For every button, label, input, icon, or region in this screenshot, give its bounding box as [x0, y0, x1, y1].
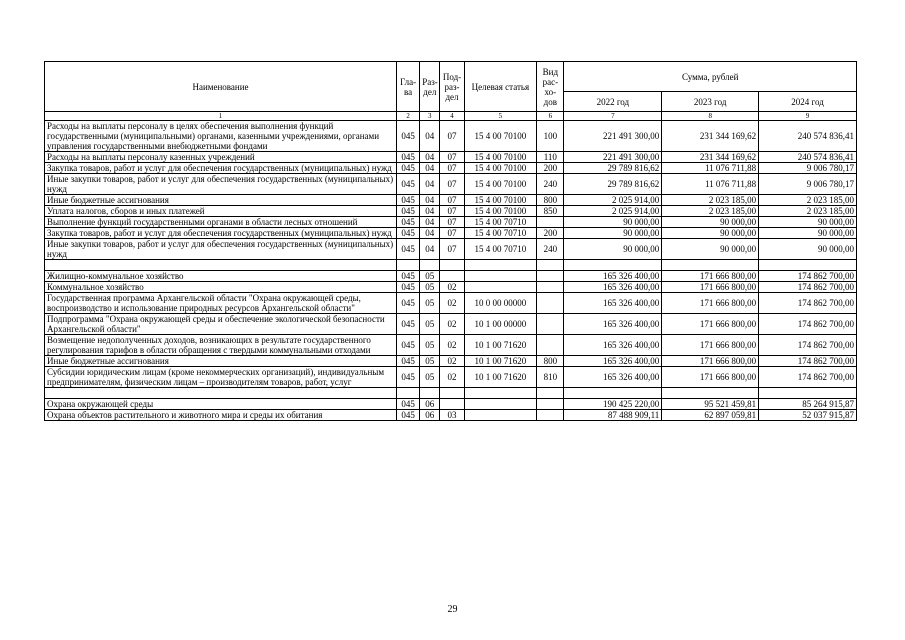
row-glava: 045 — [397, 367, 420, 388]
row-glava: 045 — [397, 282, 420, 293]
row-sum-2024: 85 264 915,87 — [759, 399, 857, 410]
row-razdel: 04 — [420, 174, 440, 195]
row-vid: 810 — [537, 367, 564, 388]
row-podrazdel: 02 — [440, 335, 464, 356]
row-sum-2023: 90 000,00 — [662, 239, 759, 260]
row-vid — [537, 335, 564, 356]
row-glava — [397, 388, 420, 399]
row-name: Субсидии юридическим лицам (кроме некоммерческих организаций), индивидуальным предпринимателям, физическим лицам – производителям товаров, работ, услуг — [45, 367, 397, 388]
row-sum-2022 — [564, 388, 662, 399]
row-glava: 045 — [397, 335, 420, 356]
table-row — [45, 282, 857, 293]
header-podrazdel: Под-раз-дел — [440, 62, 464, 112]
row-name: Выполнение функций государственными органами в области лесных отношений — [45, 217, 397, 228]
row-vid: 800 — [537, 195, 564, 206]
header-name: Наименование — [45, 62, 397, 112]
table-body — [45, 62, 857, 421]
row-glava: 045 — [397, 399, 420, 410]
column-number: 5 — [464, 112, 537, 121]
row-razdel: 04 — [420, 163, 440, 174]
row-sum-2023: 11 076 711,88 — [662, 163, 759, 174]
row-glava: 045 — [397, 163, 420, 174]
row-glava: 045 — [397, 293, 420, 314]
header-year-2024: 2024 год — [759, 92, 857, 112]
row-sum-2023: 171 666 800,00 — [662, 271, 759, 282]
row-razdel: 04 — [420, 121, 440, 152]
row-sum-2024: 90 000,00 — [759, 228, 857, 239]
table-row — [45, 314, 857, 335]
row-vid — [537, 399, 564, 410]
header-year-2023: 2023 год — [662, 92, 759, 112]
row-sum-2022: 87 488 909,11 — [564, 410, 662, 421]
row-target: 15 4 00 70100 — [464, 152, 537, 163]
row-sum-2024: 90 000,00 — [759, 217, 857, 228]
row-name — [45, 388, 397, 399]
table-row — [45, 163, 857, 174]
row-sum-2024: 174 862 700,00 — [759, 293, 857, 314]
row-target — [464, 271, 537, 282]
row-vid — [537, 217, 564, 228]
row-sum-2024 — [759, 388, 857, 399]
row-name: Охрана объектов растительного и животного мира и среды их обитания — [45, 410, 397, 421]
row-sum-2024: 174 862 700,00 — [759, 335, 857, 356]
row-target: 15 4 00 70100 — [464, 121, 537, 152]
row-sum-2022: 221 491 300,00 — [564, 121, 662, 152]
row-sum-2023: 171 666 800,00 — [662, 356, 759, 367]
row-razdel: 04 — [420, 206, 440, 217]
column-number: 1 — [45, 112, 397, 121]
row-sum-2022: 2 025 914,00 — [564, 206, 662, 217]
row-sum-2024: 9 006 780,17 — [759, 174, 857, 195]
row-sum-2022: 90 000,00 — [564, 239, 662, 260]
row-target — [464, 260, 537, 271]
row-podrazdel: 07 — [440, 163, 464, 174]
row-target — [464, 282, 537, 293]
row-target: 15 4 00 70710 — [464, 217, 537, 228]
row-podrazdel: 07 — [440, 228, 464, 239]
row-razdel: 05 — [420, 293, 440, 314]
header-glava: Гла-ва — [397, 62, 420, 112]
row-sum-2023: 2 023 185,00 — [662, 195, 759, 206]
row-razdel: 04 — [420, 239, 440, 260]
row-vid: 800 — [537, 356, 564, 367]
row-sum-2024: 90 000,00 — [759, 239, 857, 260]
column-number: 2 — [397, 112, 420, 121]
row-glava: 045 — [397, 206, 420, 217]
table-row — [45, 367, 857, 388]
row-name: Уплата налогов, сборов и иных платежей — [45, 206, 397, 217]
row-razdel — [420, 388, 440, 399]
table-row — [45, 228, 857, 239]
row-glava: 045 — [397, 228, 420, 239]
row-sum-2022: 165 326 400,00 — [564, 271, 662, 282]
row-sum-2023: 171 666 800,00 — [662, 282, 759, 293]
table-row — [45, 239, 857, 260]
row-sum-2024: 240 574 836,41 — [759, 121, 857, 152]
row-target — [464, 388, 537, 399]
row-sum-2022: 165 326 400,00 — [564, 335, 662, 356]
row-sum-2024: 9 006 780,17 — [759, 163, 857, 174]
row-razdel: 04 — [420, 195, 440, 206]
column-number: 4 — [440, 112, 464, 121]
row-sum-2023: 95 521 459,81 — [662, 399, 759, 410]
row-sum-2024: 174 862 700,00 — [759, 271, 857, 282]
row-razdel — [420, 260, 440, 271]
row-sum-2023: 62 897 059,81 — [662, 410, 759, 421]
row-target: 15 4 00 70710 — [464, 239, 537, 260]
row-vid — [537, 314, 564, 335]
column-number: 9 — [759, 112, 857, 121]
row-vid — [537, 388, 564, 399]
row-glava: 045 — [397, 356, 420, 367]
row-sum-2023: 231 344 169,62 — [662, 152, 759, 163]
row-podrazdel: 07 — [440, 206, 464, 217]
row-name: Коммунальное хозяйство — [45, 282, 397, 293]
header-vid: Вид рас-хо-дов — [537, 62, 564, 112]
row-podrazdel — [440, 399, 464, 410]
table-row — [45, 195, 857, 206]
row-name: Закупка товаров, работ и услуг для обеспечения государственных (муниципальных) нужд — [45, 228, 397, 239]
row-sum-2023: 2 023 185,00 — [662, 206, 759, 217]
row-sum-2024 — [759, 260, 857, 271]
row-razdel: 06 — [420, 399, 440, 410]
row-podrazdel: 07 — [440, 239, 464, 260]
row-target: 15 4 00 70710 — [464, 228, 537, 239]
row-razdel: 05 — [420, 314, 440, 335]
row-razdel: 05 — [420, 367, 440, 388]
row-sum-2023 — [662, 260, 759, 271]
row-vid: 240 — [537, 174, 564, 195]
row-sum-2024: 174 862 700,00 — [759, 282, 857, 293]
row-glava — [397, 260, 420, 271]
row-sum-2024: 174 862 700,00 — [759, 367, 857, 388]
row-name: Государственная программа Архангельской области "Охрана окружающей среды, воспроизводство и использование природных ресурсов Архангельской области" — [45, 293, 397, 314]
row-target: 15 4 00 70100 — [464, 195, 537, 206]
header-razdel: Раз-дел — [420, 62, 440, 112]
row-razdel: 05 — [420, 335, 440, 356]
column-number: 3 — [420, 112, 440, 121]
table-row — [45, 356, 857, 367]
row-sum-2023: 90 000,00 — [662, 217, 759, 228]
row-glava: 045 — [397, 195, 420, 206]
table-row — [45, 399, 857, 410]
row-podrazdel: 02 — [440, 367, 464, 388]
header-year-2022: 2022 год — [564, 92, 662, 112]
row-sum-2022: 29 789 816,62 — [564, 163, 662, 174]
row-name: Иные закупки товаров, работ и услуг для обеспечения государственных (муниципальных) нужд — [45, 239, 397, 260]
row-sum-2024: 240 574 836,41 — [759, 152, 857, 163]
row-target: 10 1 00 71620 — [464, 335, 537, 356]
row-sum-2022: 165 326 400,00 — [564, 314, 662, 335]
row-sum-2023: 171 666 800,00 — [662, 335, 759, 356]
row-sum-2022: 90 000,00 — [564, 228, 662, 239]
table-row — [45, 335, 857, 356]
row-podrazdel: 07 — [440, 195, 464, 206]
row-sum-2022 — [564, 260, 662, 271]
row-target: 15 4 00 70100 — [464, 174, 537, 195]
row-sum-2022: 165 326 400,00 — [564, 282, 662, 293]
page-number: 29 — [447, 604, 458, 615]
row-sum-2024: 174 862 700,00 — [759, 356, 857, 367]
row-glava: 045 — [397, 314, 420, 335]
blank-row — [45, 388, 857, 399]
row-podrazdel: 03 — [440, 410, 464, 421]
row-podrazdel: 07 — [440, 121, 464, 152]
row-sum-2023: 90 000,00 — [662, 228, 759, 239]
row-sum-2022: 165 326 400,00 — [564, 367, 662, 388]
row-vid: 100 — [537, 121, 564, 152]
header-sum: Сумма, рублей — [564, 62, 857, 92]
row-name: Жилищно-коммунальное хозяйство — [45, 271, 397, 282]
row-vid — [537, 271, 564, 282]
row-razdel: 04 — [420, 217, 440, 228]
row-sum-2023 — [662, 388, 759, 399]
row-sum-2022: 221 491 300,00 — [564, 152, 662, 163]
row-vid — [537, 260, 564, 271]
row-glava: 045 — [397, 271, 420, 282]
row-sum-2022: 190 425 220,00 — [564, 399, 662, 410]
column-number: 7 — [564, 112, 662, 121]
row-sum-2022: 29 789 816,62 — [564, 174, 662, 195]
row-sum-2022: 90 000,00 — [564, 217, 662, 228]
table-row — [45, 152, 857, 163]
column-numbers-row — [45, 112, 857, 121]
budget-table — [44, 61, 857, 421]
row-name: Иные бюджетные ассигнования — [45, 195, 397, 206]
row-razdel: 05 — [420, 271, 440, 282]
table-row — [45, 206, 857, 217]
row-vid — [537, 293, 564, 314]
row-vid: 850 — [537, 206, 564, 217]
row-vid: 110 — [537, 152, 564, 163]
row-podrazdel: 02 — [440, 282, 464, 293]
row-sum-2024: 2 023 185,00 — [759, 195, 857, 206]
row-target — [464, 410, 537, 421]
row-podrazdel — [440, 388, 464, 399]
row-sum-2023: 171 666 800,00 — [662, 314, 759, 335]
table-row — [45, 217, 857, 228]
row-sum-2023: 171 666 800,00 — [662, 367, 759, 388]
row-podrazdel: 07 — [440, 217, 464, 228]
row-sum-2022: 2 025 914,00 — [564, 195, 662, 206]
row-name: Возмещение недополученных доходов, возникающих в результате государственного регулирования тарифов в области обращения с твердыми коммунальными отходами — [45, 335, 397, 356]
row-target: 15 4 00 70100 — [464, 206, 537, 217]
row-podrazdel — [440, 271, 464, 282]
row-target: 15 4 00 70100 — [464, 163, 537, 174]
row-vid: 200 — [537, 163, 564, 174]
row-sum-2022: 165 326 400,00 — [564, 356, 662, 367]
table-row — [45, 410, 857, 421]
table-row — [45, 293, 857, 314]
row-name: Охрана окружающей среды — [45, 399, 397, 410]
row-glava: 045 — [397, 410, 420, 421]
row-glava: 045 — [397, 152, 420, 163]
row-podrazdel: 07 — [440, 152, 464, 163]
row-name: Иные закупки товаров, работ и услуг для обеспечения государственных (муниципальных) нужд — [45, 174, 397, 195]
row-sum-2024: 174 862 700,00 — [759, 314, 857, 335]
row-glava: 045 — [397, 239, 420, 260]
row-sum-2023: 231 344 169,62 — [662, 121, 759, 152]
row-razdel: 05 — [420, 282, 440, 293]
row-vid — [537, 410, 564, 421]
header-target: Целевая статья — [464, 62, 537, 112]
row-target — [464, 399, 537, 410]
row-razdel: 04 — [420, 228, 440, 239]
column-number: 6 — [537, 112, 564, 121]
row-glava: 045 — [397, 217, 420, 228]
row-name: Закупка товаров, работ и услуг для обеспечения государственных (муниципальных) нужд — [45, 163, 397, 174]
row-razdel: 05 — [420, 356, 440, 367]
row-target: 10 1 00 71620 — [464, 356, 537, 367]
row-name — [45, 260, 397, 271]
row-razdel: 06 — [420, 410, 440, 421]
row-vid: 240 — [537, 239, 564, 260]
row-vid: 200 — [537, 228, 564, 239]
row-podrazdel: 07 — [440, 174, 464, 195]
row-sum-2024: 52 037 915,87 — [759, 410, 857, 421]
row-podrazdel: 02 — [440, 356, 464, 367]
row-podrazdel — [440, 260, 464, 271]
table-row — [45, 174, 857, 195]
row-glava: 045 — [397, 121, 420, 152]
row-target: 10 1 00 71620 — [464, 367, 537, 388]
row-name: Расходы на выплаты персоналу казенных учреждений — [45, 152, 397, 163]
header-row — [45, 62, 857, 92]
row-glava: 045 — [397, 174, 420, 195]
table-row — [45, 121, 857, 152]
row-sum-2024: 2 023 185,00 — [759, 206, 857, 217]
row-sum-2022: 165 326 400,00 — [564, 293, 662, 314]
row-target: 10 1 00 00000 — [464, 314, 537, 335]
row-name: Подпрограмма "Охрана окружающей среды и обеспечение экологической безопасности Архангельской области" — [45, 314, 397, 335]
row-podrazdel: 02 — [440, 314, 464, 335]
row-razdel: 04 — [420, 152, 440, 163]
row-target: 10 0 00 00000 — [464, 293, 537, 314]
row-name: Иные бюджетные ассигнования — [45, 356, 397, 367]
row-podrazdel: 02 — [440, 293, 464, 314]
blank-row — [45, 260, 857, 271]
row-name: Расходы на выплаты персоналу в целях обеспечения выполнения функций государственными (муниципальными) органами, казенными учреждениями, органами управления государственными внебюджетными фондами — [45, 121, 397, 152]
table-row — [45, 271, 857, 282]
row-vid — [537, 282, 564, 293]
column-number: 8 — [662, 112, 759, 121]
row-sum-2023: 171 666 800,00 — [662, 293, 759, 314]
row-sum-2023: 11 076 711,88 — [662, 174, 759, 195]
